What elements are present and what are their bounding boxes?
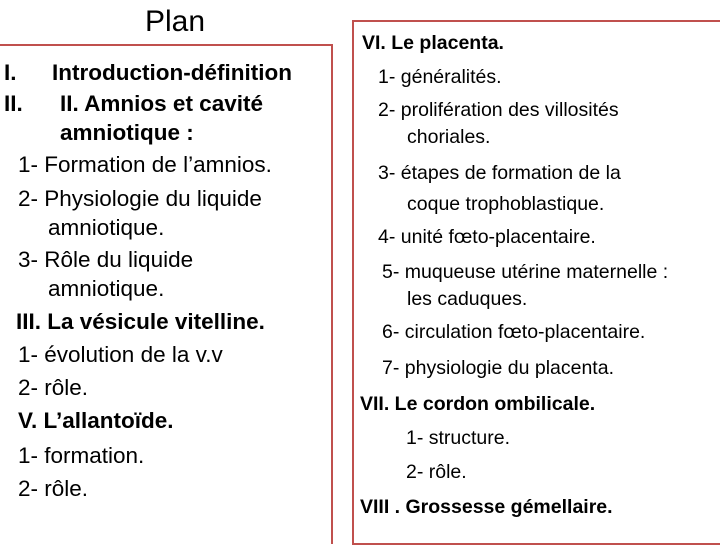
section-2-heading: II. Amnios et cavité xyxy=(60,91,263,116)
section-7-heading: VII. Le cordon ombilicale. xyxy=(360,393,596,415)
section-2-item-3-cont: amniotique. xyxy=(48,276,165,301)
section-6-item-5-cont: les caduques. xyxy=(407,288,528,310)
section-5-item-1: 1- formation. xyxy=(18,443,145,468)
section-2-item-2-cont: amniotique. xyxy=(48,215,165,240)
section-6-item-2: 2- prolifération des villosités xyxy=(378,99,619,121)
section-5-item-2: 2- rôle. xyxy=(18,476,89,501)
section-6-item-4: 4- unité fœto-placentaire. xyxy=(378,226,596,248)
section-2-heading-cont: amniotique : xyxy=(60,120,194,145)
section-7-item-1: 1- structure. xyxy=(406,427,511,449)
section-2-number: II. xyxy=(4,91,23,116)
section-3-heading: III. La vésicule vitelline. xyxy=(16,309,265,334)
section-6-item-3-cont: coque trophoblastique. xyxy=(407,193,605,215)
section-3-item-2: 2- rôle. xyxy=(18,375,89,400)
section-6-item-3: 3- étapes de formation de la xyxy=(378,162,621,184)
section-6-heading: VI. Le placenta. xyxy=(362,32,504,54)
section-5-heading: V. L’allantoïde. xyxy=(18,408,174,433)
section-6-item-6: 6- circulation fœto-placentaire. xyxy=(382,321,646,343)
section-6-item-2-cont: choriales. xyxy=(407,126,491,148)
section-1-number: I. xyxy=(4,60,17,85)
section-2-item-3: 3- Rôle du liquide xyxy=(18,247,194,272)
section-6-item-7: 7- physiologie du placenta. xyxy=(382,357,614,379)
section-7-item-2: 2- rôle. xyxy=(406,461,467,483)
section-6-item-1: 1- généralités. xyxy=(378,66,502,88)
slide-title: Plan xyxy=(144,5,206,38)
section-2-item-2: 2- Physiologie du liquide xyxy=(18,186,262,211)
section-3-item-1: 1- évolution de la v.v xyxy=(18,342,223,367)
section-8-heading: VIII . Grossesse gémellaire. xyxy=(360,496,613,518)
section-6-item-5: 5- muqueuse utérine maternelle : xyxy=(382,261,669,283)
section-1-heading: Introduction-définition xyxy=(52,60,292,85)
section-2-item-1: 1- Formation de l’amnios. xyxy=(18,152,272,177)
